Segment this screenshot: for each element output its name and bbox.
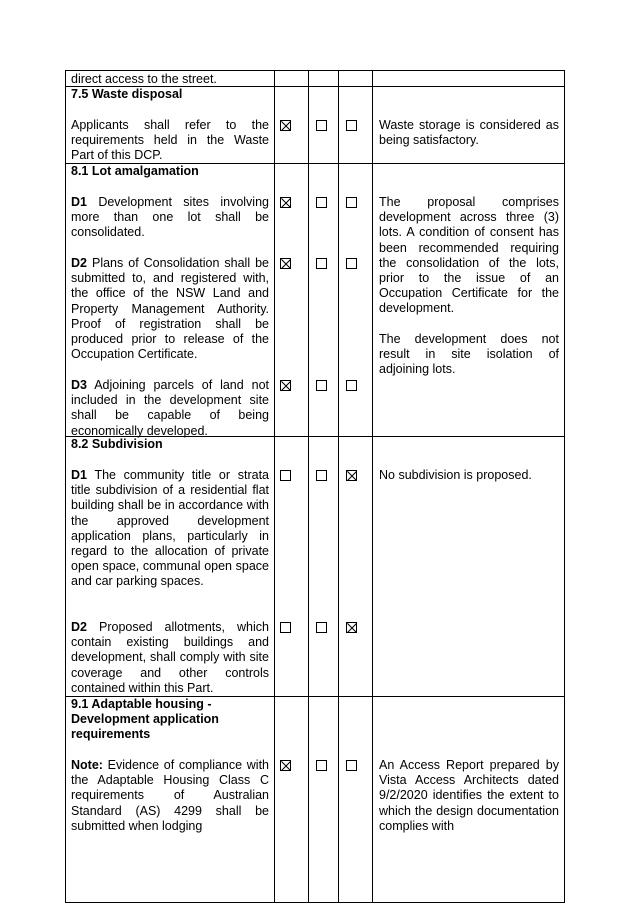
table-row (65, 70, 565, 87)
control-text: Adjoining parcels of land not included in the development site shall be capable of being economically developed. (71, 378, 269, 438)
table-row-lot-amalgamation (65, 164, 565, 437)
section-heading: 8.1 Lot amalgamation (71, 164, 199, 178)
na-checkbox (346, 760, 357, 771)
control-text: Proposed allotments, which contain existing buildings and development, shall comply with site coverage and other controls contained within this Part. (71, 620, 269, 695)
comment-text: An Access Report prepared by Vista Access Architects dated 9/2/2020 identifies the extent to which the design documentation complies with (379, 758, 559, 833)
table-row-waste-disposal (65, 87, 565, 164)
no-checkbox (316, 470, 327, 481)
control-text: Evidence of compliance with the Adaptable Housing Class C requirements of Australian Standard (AS) 4299 shall be submitted when lodging (71, 758, 269, 833)
yes-checkbox (280, 622, 291, 633)
control-d2 (71, 620, 269, 696)
control-code: D2 (71, 620, 87, 634)
section-heading: 8.2 Subdivision (71, 437, 163, 451)
control-text: The community title or strata title subdivision of a residential flat building shall be in accordance with the approved development application plans, particularly in regard to the allocation of private open space, communal open space and car parking spaces. (71, 468, 269, 589)
no-checkbox (316, 258, 327, 269)
control-code: D3 (71, 378, 87, 392)
control-d3 (71, 378, 269, 439)
yes-checkbox (280, 258, 291, 269)
na-checkbox (346, 470, 357, 481)
section-heading: 9.1 Adaptable housing - Development application requirements (71, 697, 219, 742)
table-row-subdivision (65, 437, 565, 697)
na-checkbox (346, 380, 357, 391)
na-checkbox (346, 258, 357, 269)
control-code: D2 (71, 256, 87, 270)
control-text: Development sites involving more than one lot shall be consolidated. (71, 195, 269, 240)
yes-checkbox (280, 120, 291, 131)
control-d1 (71, 195, 269, 241)
na-checkbox (346, 120, 357, 131)
control-d1 (71, 468, 269, 590)
control-note (71, 758, 269, 834)
note-label: Note: (71, 758, 103, 772)
control-code: D1 (71, 468, 87, 482)
comment-text: Waste storage is considered as being satisfactory. (379, 118, 559, 148)
yes-checkbox (280, 470, 291, 481)
control-text: direct access to the street. (71, 72, 217, 86)
na-checkbox (346, 622, 357, 633)
no-checkbox (316, 760, 327, 771)
yes-checkbox (280, 197, 291, 208)
no-checkbox (316, 197, 327, 208)
yes-checkbox (280, 380, 291, 391)
control-text: Applicants shall refer to the requirements held in the Waste Part of this DCP. (71, 118, 269, 163)
control-text: Plans of Consolidation shall be submitted to, and registered with, the office of the NSW Land and Property Management Authority. Proof of registration shall be produced prior to release of the Occupation Certificate. (71, 256, 269, 362)
no-checkbox (316, 120, 327, 131)
no-checkbox (316, 380, 327, 391)
comment-text: The proposal comprises development across three (3) lots. A condition of consent has been recommended requiring the consolidation of the lots, prior to the issue of an Occupation Certificate for the development. (379, 195, 559, 316)
control-code: D1 (71, 195, 87, 209)
no-checkbox (316, 622, 327, 633)
comment-text: The development does not result in site isolation of adjoining lots. (379, 332, 559, 377)
yes-checkbox (280, 760, 291, 771)
table-row-adaptable-housing (65, 697, 565, 903)
section-heading: 7.5 Waste disposal (71, 87, 183, 101)
comment-text: No subdivision is proposed. (379, 468, 532, 482)
control-d2 (71, 256, 269, 362)
na-checkbox (346, 197, 357, 208)
